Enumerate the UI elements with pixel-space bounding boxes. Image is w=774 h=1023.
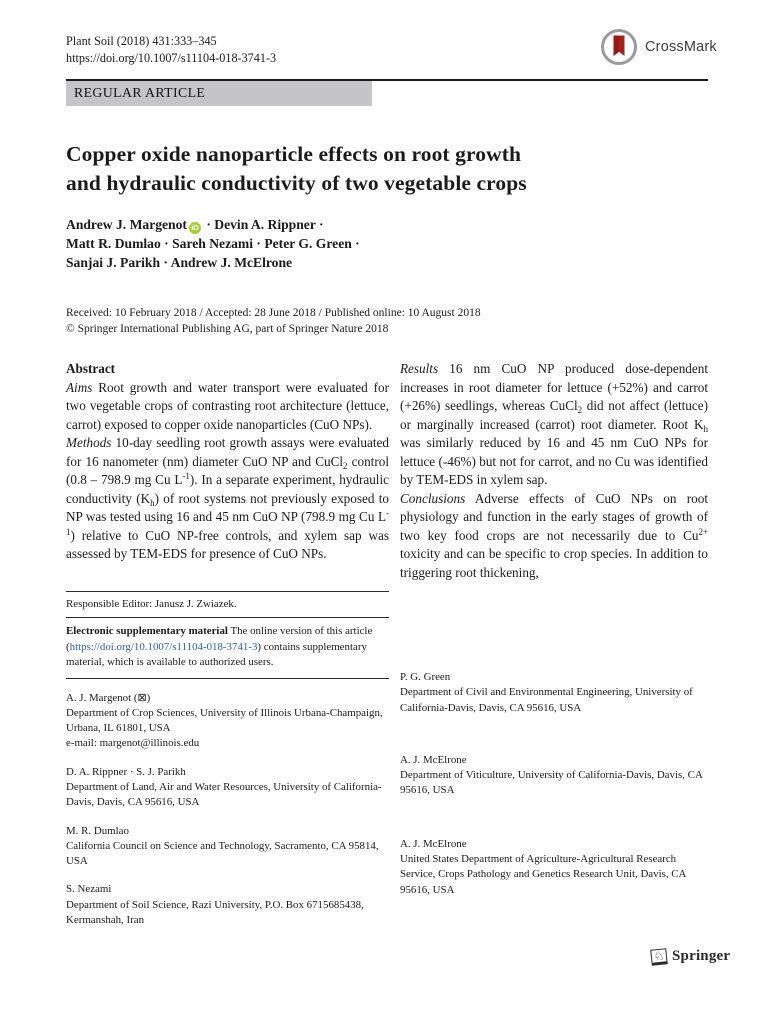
affiliation-authors: A. J. McElrone bbox=[400, 837, 467, 850]
esm-note: Electronic supplementary material The online version of this article (https://doi.org/10.1007/s11104-018-3741-3) contains supplementary material, which is available to authorized users. bbox=[66, 625, 373, 668]
author-list bbox=[66, 215, 546, 272]
title-line-2: and hydraulic conductivity of two vegetable crops bbox=[66, 171, 527, 195]
affiliation-authors: D. A. Rippner · S. J. Parikh bbox=[66, 765, 186, 778]
author-line-3: Sanjai J. Parikh · Andrew J. McElrone bbox=[66, 255, 293, 270]
journal-citation: Plant Soil (2018) 431:333–345 bbox=[66, 34, 217, 48]
affiliation-authors: A. J. McElrone bbox=[400, 753, 467, 766]
responsible-editor-note: Responsible Editor: Janusz J. Zwiazek. bbox=[66, 597, 237, 610]
author-line-1: Andrew J. Margenot iD · Devin A. Rippner · bbox=[66, 217, 324, 232]
springer-wordmark: Springer bbox=[672, 948, 731, 964]
abstract-aims: Aims Root growth and water transport were evaluated for two vegetable crops of contrasting root architecture (lettuce, carrot) exposed to copper oxide nanoparticles (CuO NPs). bbox=[66, 379, 389, 432]
doi-link[interactable]: https://doi.org/10.1007/s11104-018-3741-3 bbox=[69, 640, 258, 653]
affiliation-address: Department of Crop Sciences, University of Illinois Urbana-Champaign, Urbana, IL 61801, USA bbox=[66, 706, 383, 735]
abstract-results: Results 16 nm CuO NP produced dose-dependent increases in root diameter for lettuce (+52%) and carrot (+26%) seedlings, whereas CuCl$_2$ did not affect (lettuce) or marginally increased (carrot) root diameter. Root $K_h$ was similarly reduced by 16 and 45 nm CuO NPs for lettuce (-46%) but not for carrot, and no Cu was identified by TEM-EDS in xylem sap. bbox=[400, 361, 708, 487]
page-title bbox=[66, 140, 646, 198]
right-column bbox=[400, 360, 708, 898]
author-line-2: Matt R. Dumlao · Sareh Nezami · Peter G. Green · bbox=[66, 236, 360, 251]
affiliation-block bbox=[66, 765, 389, 811]
affiliation-block bbox=[400, 670, 708, 716]
received-accepted-line: Received: 10 February 2018 / Accepted: 28 June 2018 / Published online: 10 August 2018 bbox=[66, 307, 481, 319]
abstract-conclusions: Conclusions Adverse effects of CuO NPs on root physiology and function in the early stages of growth of two key food crops are not necessarily due to $Cu^{2+}$ toxicity and can be specific to crop species. In addition to triggering root thickening, bbox=[400, 490, 708, 580]
copyright-line: © Springer International Publishing AG, part of Springer Nature 2018 bbox=[66, 322, 389, 335]
footnote-divider bbox=[66, 617, 389, 618]
left-column bbox=[66, 360, 389, 928]
journal-header bbox=[66, 33, 276, 67]
affiliation-block bbox=[66, 882, 389, 928]
footnote-divider bbox=[66, 678, 389, 679]
affiliation-block bbox=[66, 691, 389, 752]
affiliation-address: Department of Viticulture, University of California-Davis, Davis, CA 95616, USA bbox=[400, 769, 703, 797]
crossmark-icon bbox=[599, 27, 639, 67]
affiliation-address: Department of Land, Air and Water Resources, University of California-Davis, Davis, CA 95616, USA bbox=[66, 780, 382, 809]
affiliation-authors: P. G. Green bbox=[400, 671, 451, 683]
abstract-heading: Abstract bbox=[66, 361, 116, 376]
affiliations-left bbox=[66, 691, 389, 929]
article-history bbox=[66, 306, 626, 337]
affiliations-right bbox=[400, 670, 708, 898]
affiliation-authors: M. R. Dumlao bbox=[66, 824, 129, 837]
article-type-banner: REGULAR ARTICLE bbox=[66, 81, 372, 106]
affiliation-authors: S. Nezami bbox=[66, 883, 112, 896]
affiliation-address: Department of Soil Science, Razi University, P.O. Box 6715685438, Kermanshah, Iran bbox=[66, 898, 364, 927]
orcid-icon[interactable]: iD bbox=[189, 222, 201, 234]
footnote-divider bbox=[66, 591, 389, 592]
affiliation-email: e-mail: margenot@illinois.edu bbox=[66, 737, 200, 750]
affiliation-block bbox=[66, 824, 389, 870]
crossmark-badge[interactable] bbox=[599, 27, 717, 67]
affiliation-block bbox=[400, 837, 708, 898]
springer-knight-icon: ♘ bbox=[650, 948, 668, 966]
abstract-methods: Methods 10-day seedling root growth assays were evaluated for 16 nanometer (nm) diameter CuO NP and CuCl$_2$ control (0.8 – 798.9 mg Cu $L^{-1}$). In a separate experiment, hydraulic conductivity $(K_h)$ of root systems not previously exposed to NP was tested using 16 and 45 nm CuO NP (798.9 mg Cu $L^{-1}$) relative to CuO NP-free controls, and xylem sap was assessed by TEM-EDS for presence of CuO NPs. bbox=[66, 435, 389, 561]
affiliation-block bbox=[400, 753, 708, 799]
affiliation-address: United States Department of Agriculture-Agricultural Research Service, Crops Pathology and Genetics Research Unit, Davis, CA 95616, USA bbox=[400, 853, 686, 896]
journal-doi: https://doi.org/10.1007/s11104-018-3741-3 bbox=[66, 51, 277, 65]
title-line-1: Copper oxide nanoparticle effects on root growth bbox=[66, 142, 522, 166]
springer-logo bbox=[651, 948, 730, 965]
crossmark-label: CrossMark bbox=[645, 39, 717, 55]
affiliation-address: Department of Civil and Environmental Engineering, University of California-Davis, Davis, CA 95616, USA bbox=[400, 686, 693, 714]
affiliation-address: California Council on Science and Technology, Sacramento, CA 95814, USA bbox=[66, 839, 379, 868]
affiliation-authors: A. J. Margenot (⊠) bbox=[66, 691, 151, 704]
